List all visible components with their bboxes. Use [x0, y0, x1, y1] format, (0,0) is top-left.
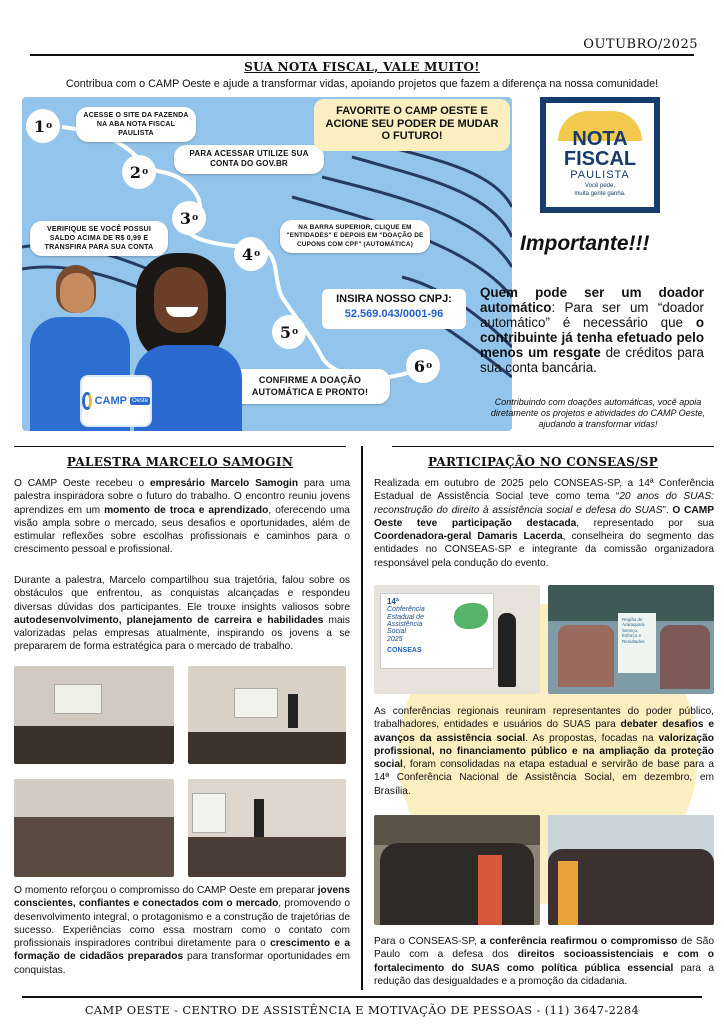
nf-logo-line3: PAULISTA: [570, 169, 630, 181]
nf-logo-line2: FISCAL: [563, 148, 637, 170]
cnpj-label: INSIRA NOSSO CNPJ:: [336, 293, 452, 305]
footer-text: CAMP OESTE - CENTRO DE ASSISTÊNCIA E MOTIVAÇÃO DE PESSOAS - (11) 3647-2284: [84, 1003, 640, 1017]
palestra-p2: Durante a palestra, Marcelo compartilhou sua trajetória, falou sobre os obstáculos que enfrentou, as conquistas alcançadas e respondeu diversas dúvidas dos participantes. Ele trouxe insights valiosos sobre autodesenvolvimento, planejamento de carreira e habilidades mais valorizadas pelas empresas atualmente, inspirando os jovens a se prepararem de forma estratégica para o mercado de trabalho.: [14, 575, 350, 653]
banner1-line2: Conferência: [387, 606, 425, 614]
conseas-photo-3: [374, 815, 540, 925]
step-1-text: ACESSE O SITE DA FAZENDA NA ABA NOTA FISCAL PAULISTA: [76, 107, 196, 142]
conseas-logo: CONSEAS: [387, 647, 422, 655]
nota-infographic: [22, 97, 512, 431]
header-rule: [30, 54, 694, 56]
banner1-line1: 14ª: [387, 597, 399, 606]
nf-logo-line1: NOTA: [572, 128, 628, 150]
banner1-line5: Social: [387, 628, 407, 636]
step-4-number: 4 o: [234, 237, 268, 271]
conseas-photo-1: [374, 585, 540, 694]
banner2-line4: Esforço e: [622, 633, 642, 639]
nota-subtitle: Contribua com o CAMP Oeste e ajude a transformar vidas, apoiando projetos que fazem a diferença na nossa comunidade!: [65, 78, 659, 90]
banner2-line5: Resultados: [622, 638, 645, 644]
cnpj-value: 52.569.043/0001-96: [344, 308, 444, 320]
left-section-rule: [14, 446, 346, 447]
conseas-p3: Para o CONSEAS-SP, a conferência reafirmou o compromisso de São Paulo com a defesa dos direitos socioassistenciais e com o fortalecimento do SUAS como política pública essencial para a redução das desigualdades e a promoção da cidadania.: [374, 936, 715, 987]
banner1-line3: Estadual de: [387, 613, 424, 621]
step-2-number: 2 o: [122, 155, 156, 189]
step-6-number: 6 o: [406, 349, 440, 383]
palestra-photo-1: [14, 666, 174, 764]
importante-heading: Importante!!!: [520, 232, 650, 255]
nf-logo-tagline2: muita gente ganha.: [574, 191, 626, 197]
step-5-number: 5 o: [272, 315, 306, 349]
palestra-photo-4: [188, 779, 346, 877]
woman-figure: [498, 613, 516, 687]
conseas-p1: Realizada em outubro de 2025 pelo CONSEAS-SP, a 14ª Conferência Estadual de Assistência Social teve como tema “20 anos do SUAS: reconstrução do direito à assistência social e defesa do SUAS”. O CAMP Oeste teve participação destacada, representado por sua Coordenadora-geral Damaris Lacerda, conselheira do segmento das entidades no CONSEAS-SP e integrante da comissão organizadora responsável pela condução do evento.: [374, 478, 714, 569]
favorite-banner: FAVORITE O CAMP OESTE E ACIONE SEU PODER DE MUDAR O FUTURO!: [314, 99, 510, 151]
step-3-text: VERIFIQUE SE VOCÊ POSSUI SALDO ACIMA DE R$ 0,99 E TRANSFIRA PARA SUA CONTA: [30, 221, 168, 256]
step-4-text: NA BARRA SUPERIOR, CLIQUE EM "ENTIDADES" E DEPOIS EM "DOAÇÃO DE CUPONS COM CPF" (AUTOMÁTICA): [280, 220, 430, 253]
doador-mid: : Para ser um “doador automático” é necessário que: [480, 300, 704, 330]
nota-title: SUA NOTA FISCAL, VALE MUITO!: [244, 60, 480, 74]
nf-logo-tagline1: Você pede,: [584, 183, 616, 189]
cnpj-box: [322, 289, 466, 329]
camp-logo-text: CAMP: [94, 395, 127, 407]
conseas-p2: As conferências regionais reuniram representantes do poder público, trabalhadores, entidades e usuários do SUAS para debater desafios e avanços da assistência social. As propostas, focadas na valorização profissional, no financiamento público e na ampliação da proteção social, foram consolidadas na etapa estadual e servirão de base para a 14ª Conferência Nacional de Assistência Social, em dezembro, em Brasília.: [374, 706, 715, 797]
banner2-line3: Serviço,: [622, 627, 639, 633]
camp-logo-sub: Oeste: [131, 398, 148, 404]
step-1-number: 1 o: [26, 109, 60, 143]
nota-fiscal-paulista-logo: [540, 97, 660, 213]
palestra-photo-3: [14, 779, 174, 877]
column-divider: [361, 446, 363, 990]
conseas-photo-2: [548, 585, 714, 694]
step-6-text: CONFIRME A DOAÇÃO AUTOMÁTICA E PRONTO!: [230, 369, 390, 404]
camp-oeste-logo: [80, 375, 152, 427]
doador-intro: Quem pode ser um doador automático: [480, 285, 704, 315]
banner1-line4: Assistência: [387, 621, 423, 629]
step-3-number: 3 o: [172, 201, 206, 235]
banner2-line2: Araraquara: [622, 622, 645, 628]
footer-rule: [22, 996, 702, 998]
camp-logo-mark: [82, 392, 92, 410]
step-2-text: PARA ACESSAR UTILIZE SUA CONTA DO GOV.BR: [174, 145, 324, 174]
palestra-title: PALESTRA MARCELO SAMOGIN: [66, 455, 294, 469]
right-section-rule: [392, 446, 714, 447]
palestra-p3: O momento reforçou o compromisso do CAMP Oeste em preparar jovens conscientes, confiantes e conectados com o mercado, promovendo o desenvolvimento integral, o protagonismo e a construção de trajetórias de sucesso. Experiências como essa mostram como o contato com profissionais inspiradores contribui diretamente para o crescimento e a formação de cidadãos preparados para transformar oportunidades em conquistas.: [14, 885, 351, 976]
doador-bold: o contribuinte já tenha efetuado pelo menos um resgate: [480, 315, 704, 360]
banner1-line6: 2025: [387, 635, 403, 643]
conseas-title: PARTICIPAÇÃO NO CONSEAS/SP: [427, 455, 659, 469]
doador-end: de créditos para sua conta bancária.: [480, 345, 704, 375]
conseas-photo-4: [548, 815, 714, 925]
banner2-line1: Região de: [622, 617, 643, 622]
issue-date: OUTUBRO/2025: [583, 37, 698, 52]
doador-paragraph: [480, 285, 704, 375]
doador-note: Contribuindo com doações automáticas, você apoia diretamente os projetos e atividades do CAMP Oeste, ajudando a transformar vidas!: [490, 397, 706, 429]
palestra-p1: O CAMP Oeste recebeu o empresário Marcelo Samogin para uma palestra inspiradora sobre o futuro do trabalho. O encontro reuniu jovens aprendizes em um momento de troca e aprendizado, oferecendo uma visão ampla sobre o mercado, seus desafios e oportunidades, além de estimular reflexões sobre escolhas profissionais e caminhos para o crescimento pessoal e profissional.: [14, 478, 350, 556]
palestra-photo-2: [188, 666, 346, 764]
